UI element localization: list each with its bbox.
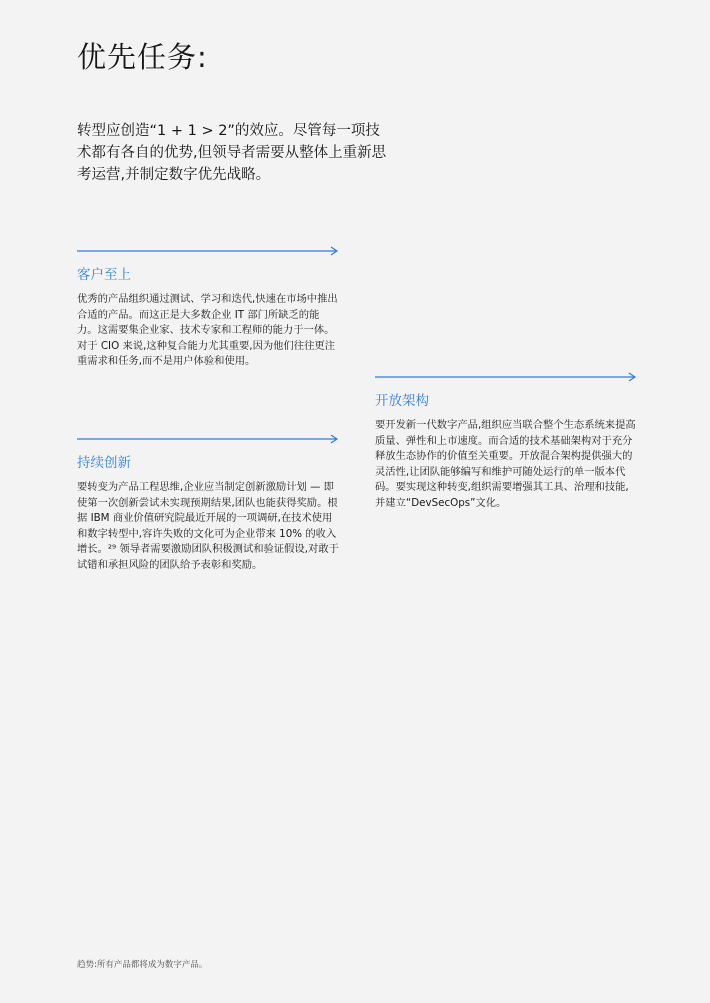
arrow-right-icon — [77, 246, 339, 256]
page-title: 优先任务: — [77, 40, 208, 74]
section-body: 要转变为产品工程思维,企业应当制定创新激励计划 — 即使第一次创新尝试未实现预期结果,团队也能获得奖励。根据 IBM 商业价值研究院最近开展的一项调研,在技术使用和数字转型中,容许失败的文化可为企业带来 10% 的收入增长。²⁹ 领导者需要激励团队积极测试和验证假设,对敢于试错和承担风险的团队给予表彰和奖励。 — [77, 481, 339, 571]
footer-note: 趋势:所有产品都将成为数字产品。 — [77, 960, 208, 970]
section-body: 要开发新一代数字产品,组织应当联合整个生态系统来提高质量、弹性和上市速度。而合适的技术基础架构对于充分释放生态协作的价值至关重要。开放混合架构提供强大的灵活性,让团队能够编写和维护可随处运行的单一版本代码。要实现这种转变,组织需要增强其工具、治理和技能,并建立“DevSecOps”文化。 — [375, 419, 636, 509]
section-continuous-innovation — [77, 434, 339, 574]
section-heading: 开放架构 — [375, 393, 429, 409]
intro-paragraph: 转型应创造“1 + 1 > 2”的效应。尽管每一项技术都有各自的优势,但领导者需要从整体上重新思考运营,并制定数字优先战略。 — [77, 123, 387, 183]
section-customer-first — [77, 246, 339, 370]
section-open-architecture — [375, 372, 637, 512]
section-body: 优秀的产品组织通过测试、学习和迭代,快速在市场中推出合适的产品。而这正是大多数企业 IT 部门所缺乏的能力。这需要集企业家、技术专家和工程师的能力于一体。对于 CIO 来说,这种复合能力尤其重要,因为他们往往更注重需求和任务,而不是用户体验和使用。 — [77, 293, 338, 368]
arrow-right-icon — [375, 372, 637, 382]
section-heading: 持续创新 — [77, 455, 131, 471]
arrow-right-icon — [77, 434, 339, 444]
section-heading: 客户至上 — [77, 267, 131, 283]
